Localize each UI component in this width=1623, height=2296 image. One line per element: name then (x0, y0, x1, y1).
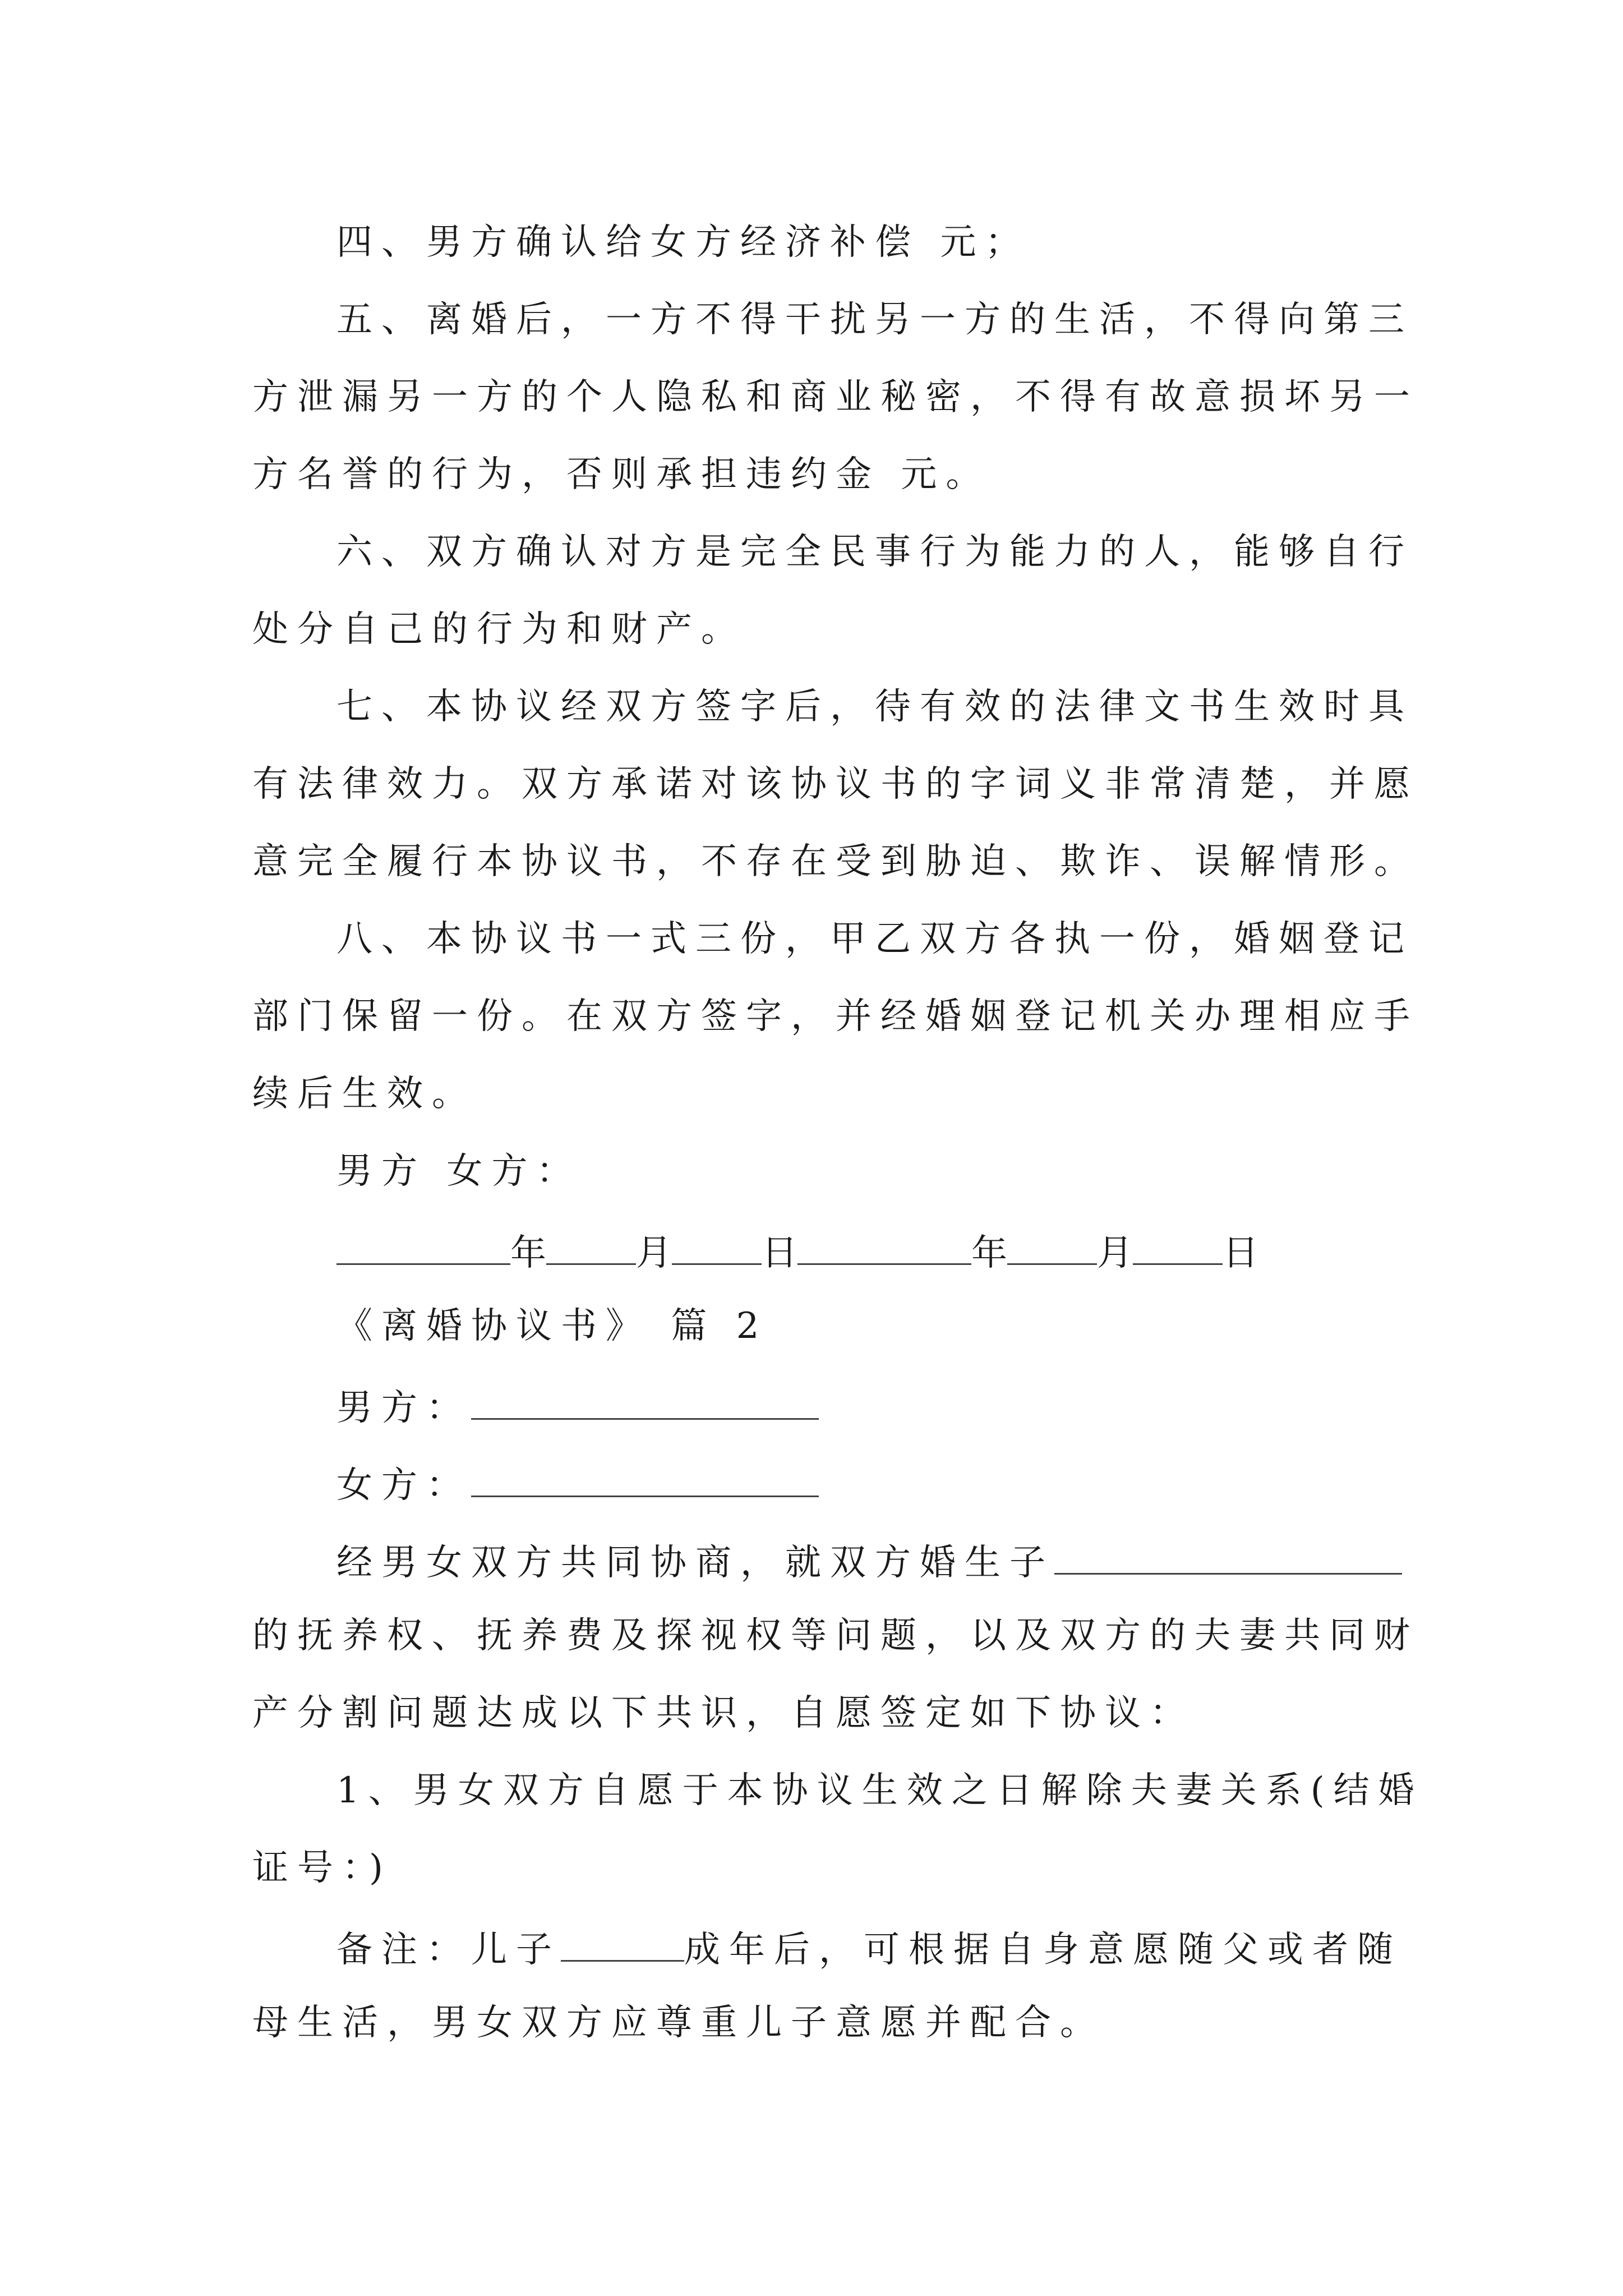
paragraph-line: 证号：) (252, 1847, 392, 1889)
day-label: 日 (1223, 1232, 1258, 1274)
month-blank (546, 1231, 636, 1265)
paragraph-line: 母生活，男女双方应尊重儿子意愿并配合。 (252, 2002, 1105, 2044)
paragraph-line: 有法律效力。双方承诺对该协议书的字词义非常清楚，并愿 (252, 763, 1419, 805)
section-title: 《离婚协议书》 篇 2 (336, 1305, 768, 1347)
note-start: 备注：儿子 (336, 1929, 561, 1971)
paragraph-line: 七、本协议经双方签字后，待有效的法律文书生效时具 (336, 686, 1413, 728)
female-name-blank (471, 1463, 819, 1497)
paragraph-line: 方名誉的行为，否则承担违约金 元。 (252, 454, 991, 495)
signature-labels: 男方 女方： (336, 1151, 582, 1192)
paragraph-line: 五、离婚后，一方不得干扰另一方的生活，不得向第三 (336, 299, 1413, 341)
paragraph-line: 四、男方确认给女方经济补偿 元； (336, 222, 1030, 263)
paragraph-line: 续后生效。 (252, 1073, 477, 1115)
year-label: 年 (971, 1232, 1007, 1274)
male-signature-line (336, 1386, 819, 1429)
paragraph-line: 处分自己的行为和财产。 (252, 609, 746, 650)
month-label: 月 (636, 1232, 672, 1274)
year-blank (797, 1231, 971, 1265)
paragraph-line: 方泄漏另一方的个人隐私和商业秘密，不得有故意损坏另一 (252, 376, 1419, 418)
paragraph-line: 产分割问题达成以下共识，自愿签定如下协议： (252, 1692, 1195, 1734)
month-blank (1007, 1231, 1097, 1265)
female-label: 女方： (336, 1465, 471, 1506)
paragraph-line: 部门保留一份。在双方签字，并经婚姻登记机关办理相应手 (252, 996, 1419, 1037)
consult-line (336, 1540, 1402, 1584)
paragraph-line: 六、双方确认对方是完全民事行为能力的人，能够自行 (336, 531, 1413, 573)
paragraph-line: 1、男女双方自愿于本协议生效之日解除夫妻关系(结婚 (336, 1770, 1423, 1811)
note-end: 成年后，可根据自身意愿随父或者随 (684, 1929, 1402, 1971)
note-line (336, 1927, 1402, 1971)
day-blank (672, 1231, 762, 1265)
year-label: 年 (510, 1232, 546, 1274)
female-signature-line (336, 1463, 819, 1506)
paragraph-line: 的抚养权、抚养费及探视权等问题，以及双方的夫妻共同财 (252, 1615, 1419, 1657)
male-label: 男方： (336, 1387, 471, 1429)
month-label: 月 (1097, 1232, 1133, 1274)
date-line (336, 1231, 1258, 1274)
male-name-blank (471, 1386, 819, 1420)
son-name-blank (561, 1927, 684, 1962)
paragraph-line: 八、本协议书一式三份，甲乙双方各执一份，婚姻登记 (336, 918, 1413, 960)
child-name-blank (1054, 1540, 1402, 1575)
consult-text: 经男女双方共同协商，就双方婚生子 (336, 1542, 1054, 1584)
day-label: 日 (762, 1232, 797, 1274)
paragraph-line: 意完全履行本协议书，不存在受到胁迫、欺诈、误解情形。 (252, 841, 1419, 882)
day-blank (1133, 1231, 1223, 1265)
year-blank (336, 1231, 510, 1265)
